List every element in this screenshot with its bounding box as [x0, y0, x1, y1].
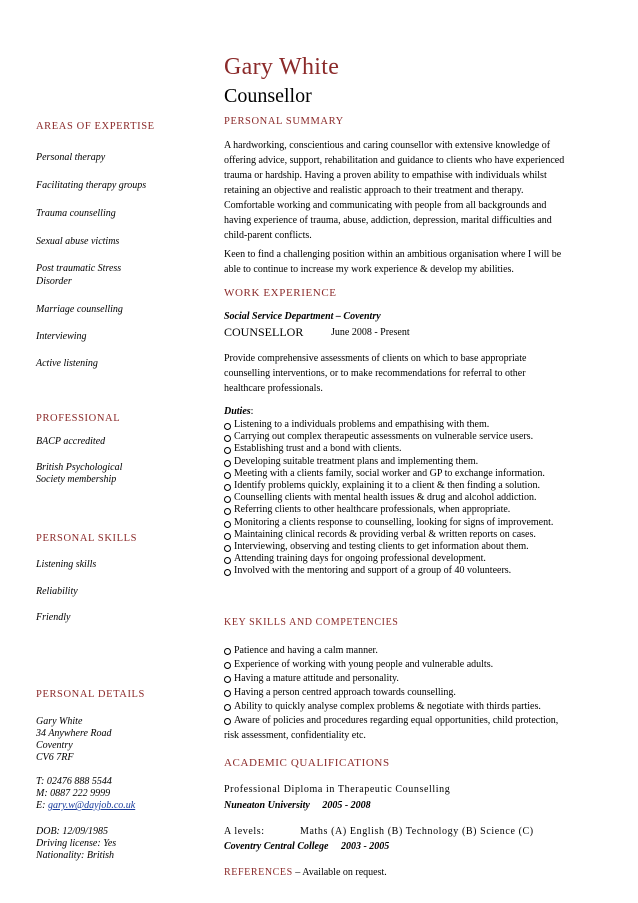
address-line: Coventry	[36, 740, 73, 751]
duty-item: Carrying out complex therapeutic assessments on vulnerable service users.	[224, 431, 624, 443]
desc-line: counselling interventions, or to make recommendations for referral to other	[224, 368, 526, 379]
phone-m: M: 0887 222 9999	[36, 788, 111, 799]
address-line: Gary White	[36, 716, 83, 727]
university: Nuneaton University 2005 - 2008	[224, 800, 371, 811]
skill-item: Friendly	[36, 612, 71, 623]
dob: DOB: 12/09/1985	[36, 826, 108, 837]
summary-line: trauma or hardship. Having a proven ability to empathise with individuals whilst	[224, 170, 547, 181]
alevels: Maths (A) English (B) Technology (B) Science (C)	[300, 826, 534, 837]
skill-item: Reliability	[36, 586, 78, 597]
expertise-item: Marriage counselling	[36, 304, 123, 315]
summary-line: retaining an objective and realistic approach to their treatment and therapy.	[224, 185, 524, 196]
key-skill-item: Aware of policies and procedures regarding equal opportunities, child protection,	[224, 714, 624, 728]
key-skills-list	[224, 644, 624, 728]
summary-line: Comfortable working and communicating with people from all backgrounds and	[224, 200, 547, 211]
summary-text	[224, 138, 624, 277]
expertise-item: Personal therapy	[36, 152, 106, 163]
personal-skills-heading: PERSONAL SKILLS	[36, 533, 138, 544]
diploma: Professional Diploma in Therapeutic Counselling	[224, 784, 451, 795]
duty-item: Referring clients to other healthcare professionals, when appropriate.	[224, 504, 624, 516]
professional-heading: PROFESSIONAL	[36, 413, 121, 424]
summary-line: offering advice, support, rehabilitation and guidance to clients who have experienced	[224, 155, 565, 166]
alevels-label: A levels:	[224, 826, 265, 837]
summary-heading: PERSONAL SUMMARY	[224, 116, 344, 127]
nationality: Nationality: British	[36, 850, 115, 861]
references-dash: –	[292, 867, 303, 878]
desc-line: healthcare professionals.	[224, 383, 323, 394]
expertise-item: Sexual abuse victims	[36, 236, 120, 247]
key-skill-item: Patience and having a calm manner.	[224, 644, 624, 658]
email-link[interactable]: gary.w@dayjob.co.uk	[47, 800, 136, 811]
summary-line: child-parent conflicts.	[224, 230, 312, 241]
expertise-heading: AREAS OF EXPERTISE	[36, 121, 155, 132]
duty-item: Listening to a individuals problems and empathising with them.	[224, 419, 624, 431]
duties-list	[224, 419, 624, 578]
duty-item: Developing suitable treatment plans and implementing them.	[224, 456, 624, 468]
expertise-item: Disorder	[36, 276, 72, 287]
expertise-item: Facilitating therapy groups	[36, 180, 147, 191]
professional-item: British Psychological	[36, 462, 123, 473]
key-skill-item: Experience of working with young people and vulnerable adults.	[224, 658, 624, 672]
key-skill-item: Having a mature attitude and personality.	[224, 672, 624, 686]
references-heading: REFERENCES	[224, 867, 293, 878]
references-row	[224, 867, 387, 878]
email-row	[36, 799, 135, 812]
duty-item: Maintaining clinical records & providing verbal & written reports on cases.	[224, 529, 624, 541]
employer: Social Service Department – Coventry	[224, 311, 381, 322]
duty-item: Interviewing, observing and testing clients to get information about them.	[224, 541, 624, 553]
duty-item: Attending training days for ongoing professional development.	[224, 553, 624, 565]
role-title: COUNSELLOR	[224, 325, 304, 339]
duty-item: Counselling clients with mental health issues & drug and alcohol addiction.	[224, 492, 624, 504]
work-description	[224, 351, 624, 396]
duty-item: Identify problems quickly, explaining it to a client & then finding a solution.	[224, 480, 624, 492]
professional-item: BACP accredited	[36, 436, 106, 447]
address-line: CV6 7RF	[36, 752, 74, 763]
references-text: Available on request.	[302, 867, 387, 878]
email-label: E:	[36, 800, 48, 811]
college: Coventry Central College 2003 - 2005	[224, 841, 390, 852]
key-skill-item: Ability to quickly analyse complex problems & negotiate with thirds parties.	[224, 700, 624, 714]
duties-label-row: Duties:	[224, 406, 254, 417]
academic-heading: ACADEMIC QUALIFICATIONS	[224, 757, 390, 769]
desc-line: Provide comprehensive assessments of clients on which to base appropriate	[224, 353, 527, 364]
phone-t: T: 02476 888 5544	[36, 776, 112, 787]
professional-item: Society membership	[36, 474, 117, 485]
work-heading: WORK EXPERIENCE	[224, 287, 337, 299]
driving-license: Driving license: Yes	[36, 838, 117, 849]
expertise-item: Active listening	[36, 358, 98, 369]
job-title: Counsellor	[224, 85, 312, 107]
key-skill-item: Having a person centred approach towards counselling.	[224, 686, 624, 700]
duties-label: Duties	[224, 406, 251, 417]
personal-details-heading: PERSONAL DETAILS	[36, 689, 145, 700]
summary-line: having experience of trauma, abuse, addiction, depression, marital difficulties and	[224, 215, 552, 226]
duty-item: Meeting with a clients family, social worker and GP to exchange information.	[224, 468, 624, 480]
summary-line: able to continue to increase my work experience & develop my abilities.	[224, 264, 514, 275]
role-dates: June 2008 - Present	[331, 327, 410, 338]
duty-item: Involved with the mentoring and support of a group of 40 volunteers.	[224, 565, 624, 577]
key-skill-tail: risk assessment, confidentiality etc.	[224, 730, 366, 741]
summary-line: Keen to find a challenging position within an ambitious organisation where I will be	[224, 249, 562, 260]
name-heading: Gary White	[224, 54, 340, 80]
duty-item: Establishing trust and a bond with clients.	[224, 443, 624, 455]
expertise-item: Post traumatic Stress	[36, 263, 122, 274]
address-line: 34 Anywhere Road	[36, 728, 112, 739]
key-skills-heading: KEY SKILLS AND COMPETENCIES	[224, 617, 399, 628]
duty-item: Monitoring a clients response to counselling, looking for signs of improvement.	[224, 517, 624, 529]
summary-line: A hardworking, conscientious and caring counsellor with extensive knowledge of	[224, 140, 551, 151]
expertise-item: Trauma counselling	[36, 208, 116, 219]
expertise-item: Interviewing	[36, 331, 87, 342]
skill-item: Listening skills	[36, 559, 97, 570]
